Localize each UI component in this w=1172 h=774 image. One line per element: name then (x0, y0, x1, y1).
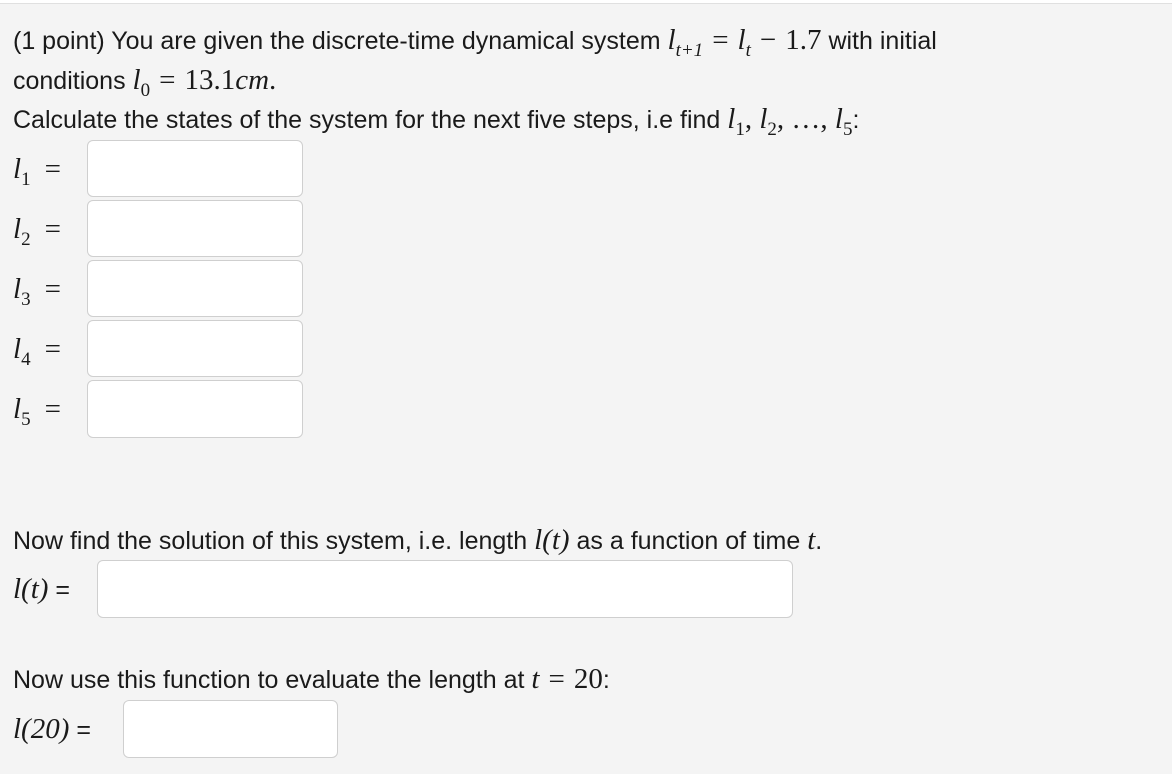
calc-ellipsis: … (791, 103, 821, 135)
step-sub-1: 1 (21, 169, 31, 190)
solution-label-func: l(t) (13, 573, 49, 605)
conditions-text: conditions (13, 67, 126, 95)
calc-var-3: l (834, 103, 843, 135)
calc-sub-2: 2 (767, 119, 777, 140)
step-var-5: l (13, 393, 22, 425)
solution-prompt-text: Now find the solution of this system, i.e. length (13, 527, 528, 555)
evaluate-input[interactable] (123, 700, 338, 758)
step-label-5 (13, 392, 61, 430)
step-var-2: l (13, 213, 22, 245)
step-label-4 (13, 332, 61, 370)
recurrence-rhs-sub: t (745, 40, 751, 61)
calc-var-1: l (727, 103, 736, 135)
problem-line-2 (13, 65, 276, 99)
initial-unit: cm (235, 64, 270, 96)
initial-value: 13.1 (184, 64, 236, 96)
calc-comma-1: , (744, 103, 753, 135)
initial-period: . (269, 64, 277, 96)
recurrence-minus: − (759, 24, 777, 56)
intro-text: You are given the discrete-time dynamical system (111, 27, 661, 55)
evaluate-colon: : (602, 666, 610, 694)
step-sub-4: 4 (21, 349, 31, 370)
step-label-2 (13, 212, 61, 250)
solution-input[interactable] (97, 560, 793, 618)
solution-prompt-end: . (815, 527, 823, 555)
step-sub-3: 3 (21, 289, 31, 310)
solution-prompt-func: l(t) (534, 524, 570, 556)
recurrence-formula (667, 24, 822, 61)
step-label-3 (13, 272, 61, 310)
evaluate-prompt (13, 664, 610, 695)
recurrence-lhs-var: l (667, 24, 676, 56)
step-var-4: l (13, 333, 22, 365)
evaluate-label-func (13, 713, 69, 745)
step-input-1[interactable] (87, 140, 303, 197)
initial-condition (132, 64, 277, 101)
top-border (0, 0, 1172, 4)
step-var-1: l (13, 153, 22, 185)
step-sub-2: 2 (21, 229, 31, 250)
calc-colon: : (852, 106, 860, 134)
step-input-2[interactable] (87, 200, 303, 257)
calc-text: Calculate the states of the system for the next five steps, i.e find (13, 106, 721, 134)
step-label-1 (13, 152, 61, 190)
calc-list (727, 103, 853, 140)
step-eq-3: = (44, 273, 61, 305)
step-eq-4: = (44, 333, 61, 365)
initial-eq: = (159, 64, 176, 96)
initial-sub: 0 (140, 80, 151, 101)
step-input-4[interactable] (87, 320, 303, 377)
recurrence-constant: 1.7 (785, 24, 822, 56)
solution-prompt-mid: as a function of time (576, 527, 801, 555)
step-input-5[interactable] (87, 380, 303, 438)
evaluate-condition (531, 663, 602, 695)
with-initial-text: with initial (828, 27, 937, 55)
evaluate-prompt-text: Now use this function to evaluate the length at (13, 666, 525, 694)
calc-var-2: l (759, 103, 768, 135)
evaluate-t-value: 20 (573, 663, 603, 695)
solution-label-eq: = (55, 576, 70, 604)
evaluate-t-var: t (531, 663, 540, 695)
step-eq-2: = (44, 213, 61, 245)
step-eq-1: = (44, 153, 61, 185)
solution-label (13, 572, 70, 607)
evaluate-label-eq: = (76, 716, 91, 744)
step-sub-5: 5 (21, 409, 31, 430)
calc-sub-1: 1 (735, 119, 745, 140)
initial-var: l (132, 64, 141, 96)
evaluate-label-text: l(20) (13, 713, 70, 745)
calc-comma-3: , (820, 103, 828, 135)
problem-line-3 (13, 104, 859, 138)
step-input-3[interactable] (87, 260, 303, 317)
calc-comma-2: , (776, 103, 785, 135)
solution-prompt-var: t (807, 524, 816, 556)
evaluate-label (13, 712, 91, 747)
calc-sub-3: 5 (842, 119, 853, 140)
problem-line-1 (13, 25, 937, 59)
step-eq-5: = (44, 393, 61, 425)
recurrence-lhs-sub: t+1 (675, 40, 704, 61)
solution-prompt (13, 525, 822, 556)
recurrence-eq: = (712, 24, 729, 56)
step-var-3: l (13, 273, 22, 305)
evaluate-eq: = (548, 663, 565, 695)
recurrence-rhs-var: l (737, 24, 746, 56)
points-label: (1 point) (13, 27, 105, 55)
